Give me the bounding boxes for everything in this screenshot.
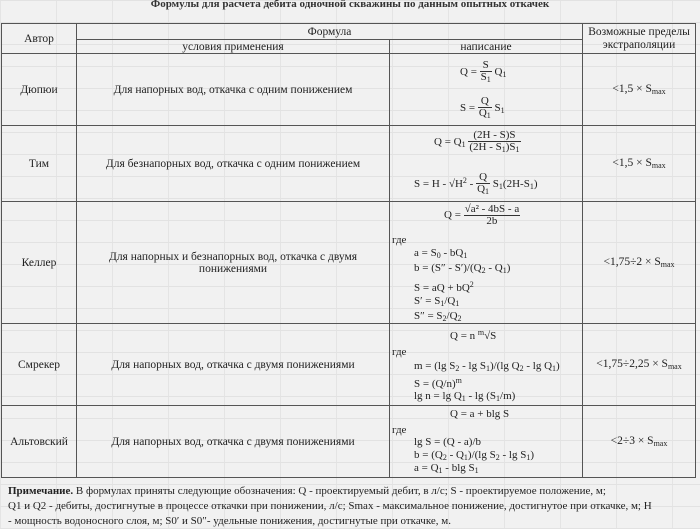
header-author: Автор — [2, 24, 77, 54]
formula-line: $b = (S'' - S')/(Q_2 - Q_1)$ — [414, 262, 511, 275]
formula-line: $b = (Q_2 - Q_1)/(\lg$ $S_2$ - $\lg S_1$) — [414, 449, 534, 462]
formula-line: $a = S_0 - bQ_1$ — [414, 247, 468, 260]
formula-table — [1, 23, 696, 478]
formula-line: $a = Q_1 - blg$ $S_1$ — [414, 462, 479, 475]
formula-line: Q = n $^m$√S — [450, 328, 497, 342]
limit-cell: $<1,5 \times S_{max}$ — [583, 126, 696, 202]
header-conditions: условия применения — [77, 40, 390, 54]
limit-cell: $<1,75\div 2,25 \times S_{max}$ — [583, 324, 696, 406]
formula-line: $S = (Q/n)^m$ — [414, 376, 462, 390]
author-cell: Келлер — [2, 202, 77, 324]
author-cell: Тим — [2, 126, 77, 202]
condition-cell: Для безнапорных вод, откачка с одним понижением — [77, 126, 390, 202]
formula-line: S = aQ + $bQ^2$ — [414, 280, 474, 294]
formula-line: $S = H - √H^2$ - $\frac{Q}{Q_1}$ $S_1(2H-S_1)$ — [414, 171, 538, 196]
limit-cell: $<1,75\div 2 \times S_{max}$ — [583, 202, 696, 324]
where-label: где — [392, 234, 407, 246]
condition-cell: Для напорных и безнапорных вод, откачка с двумя понижениями — [77, 202, 390, 324]
formula-line: $S'' = S_2/Q_2$ — [414, 310, 462, 323]
formula-cell — [390, 126, 583, 202]
condition-cell: Для напорных вод, откачка с одним понижением — [77, 54, 390, 126]
formula-line: Q = $\frac{\text{√a² - 4bS - a}}{2b}$ — [444, 203, 520, 227]
table-row — [2, 324, 696, 406]
limit-cell: $<2\div 3 \times S_{max}$ — [583, 406, 696, 478]
header-formula: Формула — [77, 24, 583, 40]
page-title: Формулы для расчета дебита одночной скважины по данным опытных откачек — [150, 0, 550, 10]
formula-cell — [390, 406, 583, 478]
condition-cell: Для напорных вод, откачка с двумя понижениями — [77, 406, 390, 478]
formula-line: $S' = S_1/Q_1$ — [414, 295, 460, 308]
header-writing: написание — [390, 40, 583, 54]
formula-line: $Q = Q_1$ $\frac{(2H - S)S}{(2H - S_1)S_1}$ — [434, 129, 520, 154]
formula-line: $\lg n = \lg Q_1 - \lg (S_1/m)$ — [414, 390, 516, 403]
limit-cell: $<1,5 \times S_{max}$ — [583, 54, 696, 126]
author-cell: Альтовский — [2, 406, 77, 478]
table-row — [2, 54, 696, 126]
where-label: где — [392, 424, 407, 436]
formula-cell — [390, 202, 583, 324]
author-cell: Смрекер — [2, 324, 77, 406]
formula-line: Q = $\frac{S}{S_1}$ $Q_1$ — [460, 59, 507, 84]
header-limits: Возможные пределы экстраполяции — [583, 24, 696, 54]
table-row — [2, 126, 696, 202]
formula-cell — [390, 54, 583, 126]
note-line-1: В формулах приняты следующие обозначения: Q - проектируемый дебит, в л/с; S - проектируемое положение, м; — [75, 485, 606, 497]
note-label: Примечание. — [8, 485, 74, 497]
table-row — [2, 406, 696, 478]
formula-cell — [390, 324, 583, 406]
formula-line: Q = a + blg S — [450, 408, 510, 420]
footnote — [8, 484, 694, 529]
note-line-3: - мощность водоносного слоя, м; S0′ и S0″- удельные понижения, достигнутые при откачке, м. — [8, 515, 451, 527]
table-row — [2, 202, 696, 324]
note-line-2: Q1 и Q2 - дебиты, достигнутые в процессе откачки при понижении, л/с; Smax - максимальное понижение, достигнутое при откачке, м; H — [8, 500, 652, 512]
author-cell: Дюпюи — [2, 54, 77, 126]
formula-line: S = $\frac{Q}{Q_1}$ $S_1$ — [460, 95, 505, 120]
formula-line: m = (lg $S_2$ - $\lg S_1)/(\lg$ $Q_2$ - $\lg Q_1$) — [414, 360, 560, 373]
formula-line: lg S = (Q - a)/b — [414, 436, 481, 448]
condition-cell: Для напорных вод, откачка с двумя понижениями — [77, 324, 390, 406]
where-label: где — [392, 346, 407, 358]
